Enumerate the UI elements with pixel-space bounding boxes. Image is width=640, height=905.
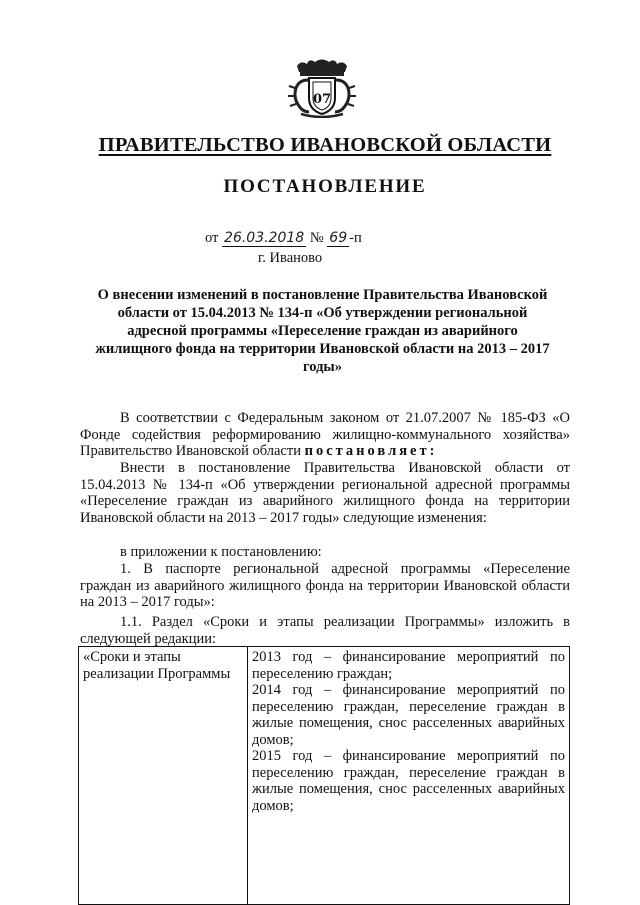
timeline-entry-2015: 2015 год – финансирование мероприятий по переселению граждан, переселение граждан в жилые помещения, снос расселенных аварийных домов; — [252, 748, 565, 814]
handwritten-number: 69 — [329, 230, 348, 246]
table-label-cell: «Сроки и этапы реализации Программы — [79, 647, 248, 905]
preamble-text: В соответствии с Федеральным законом от 21.07.2007 № 185-ФЗ «О Фонде содействия реформированию жилищно-коммунального хозяйства» Правительство Ивановской области — [80, 410, 570, 459]
date-number-line — [205, 230, 362, 247]
amendment-paragraph: Внести в постановление Правительства Ивановской области от 15.04.2013 № 134-п «Об утверждении региональной адресной программы «Переселение граждан из аварийного жилищного фонда на территории Ивановской области на 2013 – 2017 годы» следующие изменения: — [80, 460, 570, 526]
timeline-entry-2013: 2013 год – финансирование мероприятий по переселению граждан; — [252, 649, 565, 682]
svg-text:07: 07 — [312, 92, 332, 107]
annex-paragraph: в приложении к постановлению: — [120, 544, 322, 560]
preamble-paragraph — [80, 410, 570, 460]
city-label: г. Иваново — [258, 250, 323, 266]
handwritten-date: 26.03.2018 — [224, 230, 305, 246]
resolution-subject: О внесении изменений в постановление Правительства Ивановской области от 15.04.2013 № 134-п «Об утверждении региональной адресной программы «Переселение граждан из аварийного жилищного фонда на территории Ивановской области на 2013 – 2017 годы» — [95, 287, 550, 375]
table-row — [79, 647, 570, 905]
timeline-entry-2014: 2014 год – финансирование мероприятий по переселению граждан, переселение граждан в жилые помещения, снос расселенных аварийных домов; — [252, 682, 565, 748]
government-title: ПРАВИТЕЛЬСТВО ИВАНОВСКОЙ ОБЛАСТИ — [98, 134, 552, 156]
resolves-verb: постановляет: — [304, 443, 438, 459]
item-1-1-paragraph: 1.1. Раздел «Сроки и этапы реализации Программы» изложить в следующей редакции: — [80, 614, 570, 647]
table-value-cell — [248, 647, 570, 905]
number-suffix: -п — [349, 230, 362, 246]
program-timeline-table — [78, 646, 570, 905]
date-prefix: от — [205, 230, 219, 246]
coat-of-arms-emblem — [287, 58, 357, 118]
number-prefix: № — [309, 230, 324, 246]
document-type-heading: ПОСТАНОВЛЕНИЕ — [223, 176, 427, 197]
item-1-paragraph: 1. В паспорте региональной адресной программы «Переселение граждан из аварийного жилищного фонда на территории Ивановской области на 2013 – 2017 годы»: — [80, 561, 570, 610]
